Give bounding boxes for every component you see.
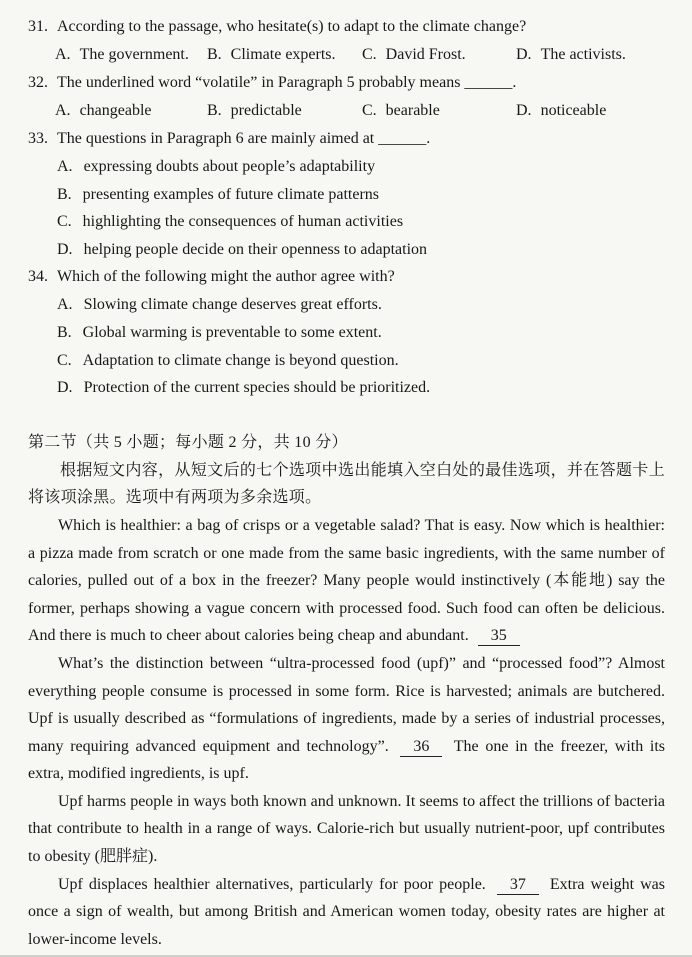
option-32D xyxy=(516,97,665,125)
option-text: Global warming is preventable to some extent. xyxy=(82,323,382,341)
option-text: bearable xyxy=(385,102,440,119)
passage-paragraph xyxy=(28,512,665,650)
passage-text: What’s the distinction between “ultra-processed food (upf)” and “processed food”? Almost everything people consume is processed in some form. Rice is harvested; animals are butchered. Upf is usually described as “formulations of ingredients, made by a series of industrial processes, many requiring advanced equipment and technology”. xyxy=(28,654,665,755)
blank-37: 37 xyxy=(497,875,539,895)
passage-paragraph xyxy=(28,871,665,954)
option-text: presenting examples of future climate patterns xyxy=(82,185,380,203)
option-label: C. xyxy=(57,351,72,369)
option-label: D. xyxy=(516,102,532,119)
question-options xyxy=(28,153,665,263)
option-label: A. xyxy=(57,296,73,314)
option-text: Adaptation to climate change is beyond question. xyxy=(82,351,399,369)
option-label: C. xyxy=(362,46,377,63)
option-text: Climate experts. xyxy=(230,46,336,63)
option-label: C. xyxy=(57,213,72,231)
option-text: Slowing climate change deserves great efforts. xyxy=(83,296,382,314)
option-text: noticeable xyxy=(540,102,607,119)
question-stem-row xyxy=(28,69,665,97)
option-label: D. xyxy=(57,240,73,258)
question-32 xyxy=(28,69,665,125)
option-text: The government. xyxy=(79,46,189,63)
passage-text: Which is healthier: a bag of crisps or a vegetable salad? That is easy. Now which is healthier: a pizza made from scratch or one made from the same basic ingredients, with the same number of calories, pulled out of a box in the freezer? Many people would instinctively (本能地) say the former, perhaps showing a vague concern with processed food. Such food can often be delicious. And there is much to cheer about calories being cheap and abundant. xyxy=(28,516,665,645)
option-34B xyxy=(57,319,665,347)
question-number: 33. xyxy=(28,130,48,147)
option-32B xyxy=(207,97,362,125)
question-options xyxy=(28,291,665,401)
option-31C xyxy=(362,41,516,69)
question-31 xyxy=(28,13,665,69)
option-label: C. xyxy=(362,102,377,119)
option-text: expressing doubts about people’s adaptability xyxy=(83,158,376,175)
option-31B xyxy=(207,41,362,69)
option-label: D. xyxy=(516,46,532,63)
question-list xyxy=(28,13,665,402)
option-33D xyxy=(57,236,665,264)
passage xyxy=(28,512,665,954)
question-stem: Which of the following might the author agree with? xyxy=(57,268,395,286)
passage-text: Upf displaces healthier alternatives, particularly for poor people. xyxy=(58,875,486,893)
question-options xyxy=(28,97,665,125)
option-label: B. xyxy=(207,46,222,63)
option-text: highlighting the consequences of human activities xyxy=(82,213,404,231)
option-34A xyxy=(57,291,665,319)
passage-paragraph xyxy=(28,650,665,788)
option-33C xyxy=(57,208,665,236)
option-label: D. xyxy=(57,379,73,397)
option-label: A. xyxy=(57,158,73,175)
option-text: David Frost. xyxy=(385,46,466,63)
question-34 xyxy=(28,263,665,401)
option-33A xyxy=(57,153,665,181)
section-heading: 第二节（共 5 小题；每小题 2 分，共 10 分） xyxy=(28,433,348,451)
option-label: A. xyxy=(55,46,71,63)
section-instructions: 根据短文内容，从短文后的七个选项中选出能填入空白处的最佳选项，并在答题卡上将该项涂黑。选项中有两项为多余选项。 xyxy=(28,461,665,507)
question-number: 31. xyxy=(28,18,48,35)
passage-text: Upf harms people in ways both known and unknown. It seems to affect the trillions of bacteria that contribute to health in a range of ways. Calorie-rich but usually nutrient-poor, upf contributes to obesity (肥胖症). xyxy=(28,792,665,866)
option-text: changeable xyxy=(79,102,152,119)
question-33 xyxy=(28,125,665,263)
option-32C xyxy=(362,97,516,125)
question-options xyxy=(28,41,665,69)
option-34D xyxy=(57,374,665,402)
question-stem-row xyxy=(28,263,665,291)
option-text: The activists. xyxy=(540,46,626,63)
question-stem-row xyxy=(28,13,665,41)
option-32A xyxy=(55,97,207,125)
option-34C xyxy=(57,347,665,375)
blank-36: 36 xyxy=(400,737,442,757)
passage-paragraph xyxy=(28,788,665,871)
question-number: 34. xyxy=(28,268,48,286)
question-stem: The underlined word “volatile” in Paragraph 5 probably means ______. xyxy=(57,74,517,91)
question-stem-row xyxy=(28,125,665,153)
option-label: A. xyxy=(55,102,71,119)
question-number: 32. xyxy=(28,74,48,91)
option-label: B. xyxy=(57,323,72,341)
option-31D xyxy=(516,41,665,69)
option-31A xyxy=(55,41,207,69)
question-stem: The questions in Paragraph 6 are mainly aimed at ______. xyxy=(57,130,431,147)
option-label: B. xyxy=(207,102,222,119)
blank-35: 35 xyxy=(478,626,520,646)
passage-text: Extra weight was once a sign of wealth, but among British and American women today, obesity rates are higher at lower-income levels. xyxy=(28,875,666,948)
option-text: helping people decide on their openness to adaptation xyxy=(83,240,428,258)
option-text: predictable xyxy=(230,102,302,119)
option-label: B. xyxy=(57,185,72,203)
passage-text: The one in the freezer, with its extra, modified ingredients, is upf. xyxy=(28,737,666,783)
option-text: Protection of the current species should be prioritized. xyxy=(83,379,431,397)
question-stem: According to the passage, who hesitate(s) to adapt to the climate change? xyxy=(57,18,527,35)
option-33B xyxy=(57,181,665,209)
